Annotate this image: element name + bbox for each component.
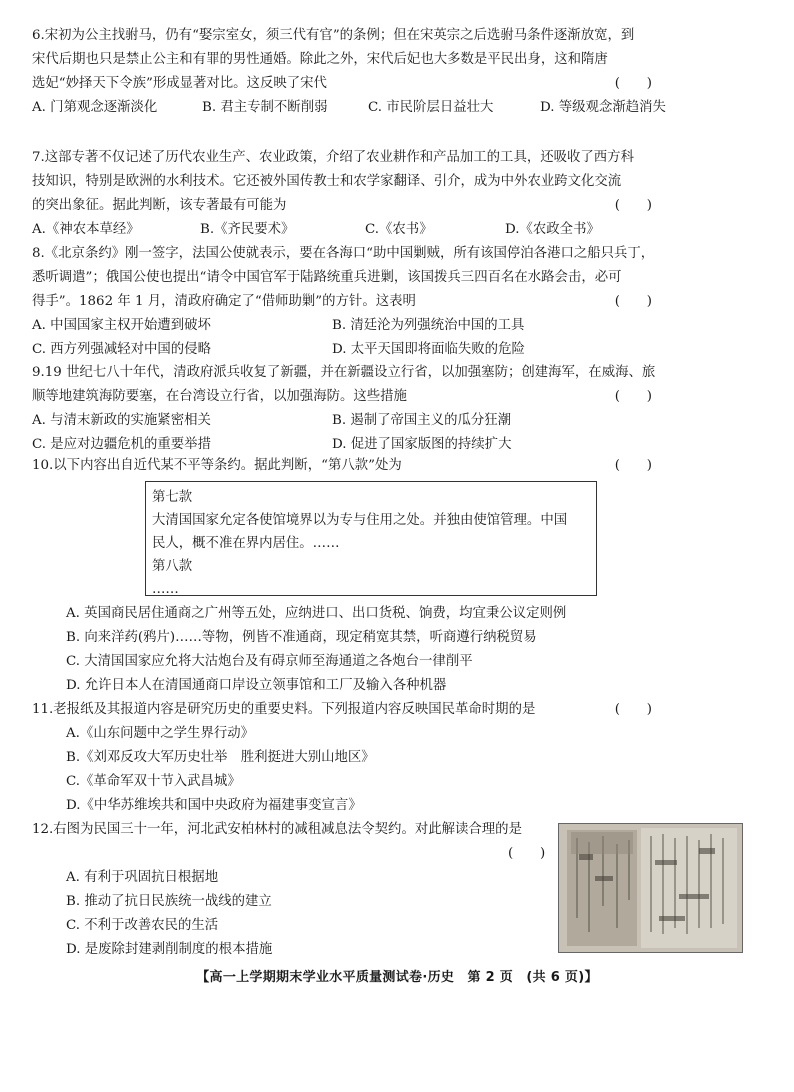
options-row <box>32 96 772 120</box>
option-c: C. 西方列强减轻对中国的侵略 <box>32 342 211 357</box>
question-11-options <box>66 722 666 818</box>
question-stem-line: 悉听调遣”；俄国公使也提出“请令中国官军于陆路统重兵进剿，该国拨兵三四百名在水路会击，必可 <box>32 270 622 285</box>
question-stem-line: 技知识，特别是欧洲的水利技术。它还被外国传教士和农学家翻译、引介，成为中外农业跨文化交流 <box>32 174 622 189</box>
contract-photo-graphic <box>559 824 742 952</box>
question-stem: 12.右图为民国三十一年，河北武安柏林村的减租减息法令契约。对此解读合理的是 <box>32 822 522 837</box>
option-c: C. 不利于改善农民的生活 <box>66 918 219 933</box>
contract-document-image <box>558 823 743 953</box>
options-row <box>32 218 772 242</box>
option-b: B.《齐民要术》 <box>200 222 295 237</box>
options-row <box>32 338 772 362</box>
question-12-options <box>66 866 526 962</box>
question-8 <box>32 242 772 362</box>
treaty-text-line: 大清国国家允定各使馆境界以为专与住用之处。并独由使馆管理。中国 <box>152 513 568 528</box>
option-a: A.《神农本草经》 <box>32 222 140 237</box>
question-11 <box>32 698 772 722</box>
option-d: D.《农政全书》 <box>505 222 600 237</box>
question-stem-line: 6.宋初为公主找驸马，仍有“娶宗室女，须三代有官”的条例；但在宋英宗之后选驸马条件逐渐放宽，到 <box>32 28 635 43</box>
option-c: C. 市民阶层日益壮大 <box>368 100 494 115</box>
option-a: A. 有利于巩固抗日根据地 <box>66 870 219 885</box>
answer-parentheses: ( ) <box>614 198 652 213</box>
option-a: A. 门第观念逐渐淡化 <box>32 100 158 115</box>
answer-parentheses: ( ) <box>614 702 652 717</box>
question-stem-line: 7.这部专著不仅记述了历代农业生产、农业政策，介绍了农业耕作和产品加工的工具，还吸收了西方科 <box>32 150 634 165</box>
question-7 <box>32 146 772 242</box>
options-row <box>32 314 772 338</box>
treaty-article-heading: 第七款 <box>152 490 193 505</box>
option-c: C. 是应对边疆危机的重要举措 <box>32 437 211 452</box>
option-d: D. 允许日本人在清国通商口岸设立领事馆和工厂及输入各种机器 <box>66 678 447 693</box>
treaty-text-line: …… <box>152 582 179 597</box>
option-c: C.《农书》 <box>365 222 433 237</box>
option-b: B. 向来洋药(鸦片)……等物，例皆不准通商，现定稍宽其禁，听商遵行纳税贸易 <box>66 630 537 645</box>
answer-parentheses: ( ) <box>614 76 652 91</box>
option-d: D. 等级观念渐趋消失 <box>540 100 666 115</box>
page-footer: 【高一上学期期末学业水平质量测试卷·历史 第 2 页 (共 6 页)】 <box>196 970 598 985</box>
option-d: D. 太平天国即将面临失败的危险 <box>332 342 525 357</box>
question-10 <box>32 454 772 478</box>
question-stem-line: 得手”。1862 年 1 月，清政府确定了“借师助剿”的方针。这表明 <box>32 294 416 309</box>
option-b: B. 清廷沦为列强统治中国的工具 <box>332 318 525 333</box>
options-row <box>32 409 772 433</box>
treaty-text-line: 民人，概不准在界内居住。…… <box>152 536 340 551</box>
question-stem-line: 顺等地建筑海防要塞，在台湾设立行省，以加强海防。这些措施 <box>32 389 407 404</box>
option-d: D.《中华苏维埃共和国中央政府为福建事变宣言》 <box>66 798 362 813</box>
option-c: C.《革命军双十节入武昌城》 <box>66 774 241 789</box>
option-a: A. 中国国家主权开始遭到破坏 <box>32 318 211 333</box>
question-stem-line: 9.19 世纪七八十年代，清政府派兵收复了新疆，并在新疆设立行省，以加强塞防；创建海军，在威海、旅 <box>32 365 656 380</box>
option-a: A.《山东问题中之学生界行动》 <box>66 726 255 741</box>
option-b: B. 遏制了帝国主义的瓜分狂潮 <box>332 413 512 428</box>
answer-parentheses: ( ) <box>614 458 652 473</box>
option-b: B.《刘邓反攻大军历史壮举 胜利挺进大别山地区》 <box>66 750 375 765</box>
option-a: A. 英国商民居住通商之广州等五处，应纳进口、出口货税、饷费，均宜秉公议定则例 <box>66 606 567 621</box>
question-stem-line: 宋代后期也只是禁止公主和有罪的男性通婚。除此之外，宋代后妃也大多数是平民出身，这和隋唐 <box>32 52 608 67</box>
question-stem-line: 的突出象征。据此判断，该专著最有可能为 <box>32 198 287 213</box>
option-b: B. 推动了抗日民族统一战线的建立 <box>66 894 272 909</box>
answer-parentheses: ( ) <box>614 294 652 309</box>
question-9 <box>32 361 772 457</box>
treaty-excerpt-box <box>145 481 597 596</box>
question-12 <box>32 818 552 842</box>
question-stem: 10.以下内容出自近代某不平等条约。据此判断，“第八款”处为 <box>32 458 402 473</box>
option-c: C. 大清国国家应允将大沽炮台及有碍京师至海通道之各炮台一律削平 <box>66 654 473 669</box>
answer-parentheses: ( ) <box>614 389 652 404</box>
question-stem-line: 8.《北京条约》刚一签字，法国公使就表示，要在各海口“助中国剿贼，所有该国停泊各港口之船只兵丁， <box>32 246 655 261</box>
question-stem-line: 选妃“妙择天下令族”形成显著对比。这反映了宋代 <box>32 76 327 91</box>
answer-parentheses: ( ) <box>508 846 546 861</box>
question-6 <box>32 24 772 120</box>
option-d: D. 是废除封建剥削制度的根本措施 <box>66 942 273 957</box>
question-10-options <box>66 602 766 698</box>
option-b: B. 君主专制不断削弱 <box>202 100 328 115</box>
option-d: D. 促进了国家版图的持续扩大 <box>332 437 512 452</box>
question-stem: 11.老报纸及其报道内容是研究历史的重要史料。下列报道内容反映国民革命时期的是 <box>32 702 536 717</box>
treaty-article-heading: 第八款 <box>152 559 193 574</box>
option-a: A. 与清末新政的实施紧密相关 <box>32 413 211 428</box>
